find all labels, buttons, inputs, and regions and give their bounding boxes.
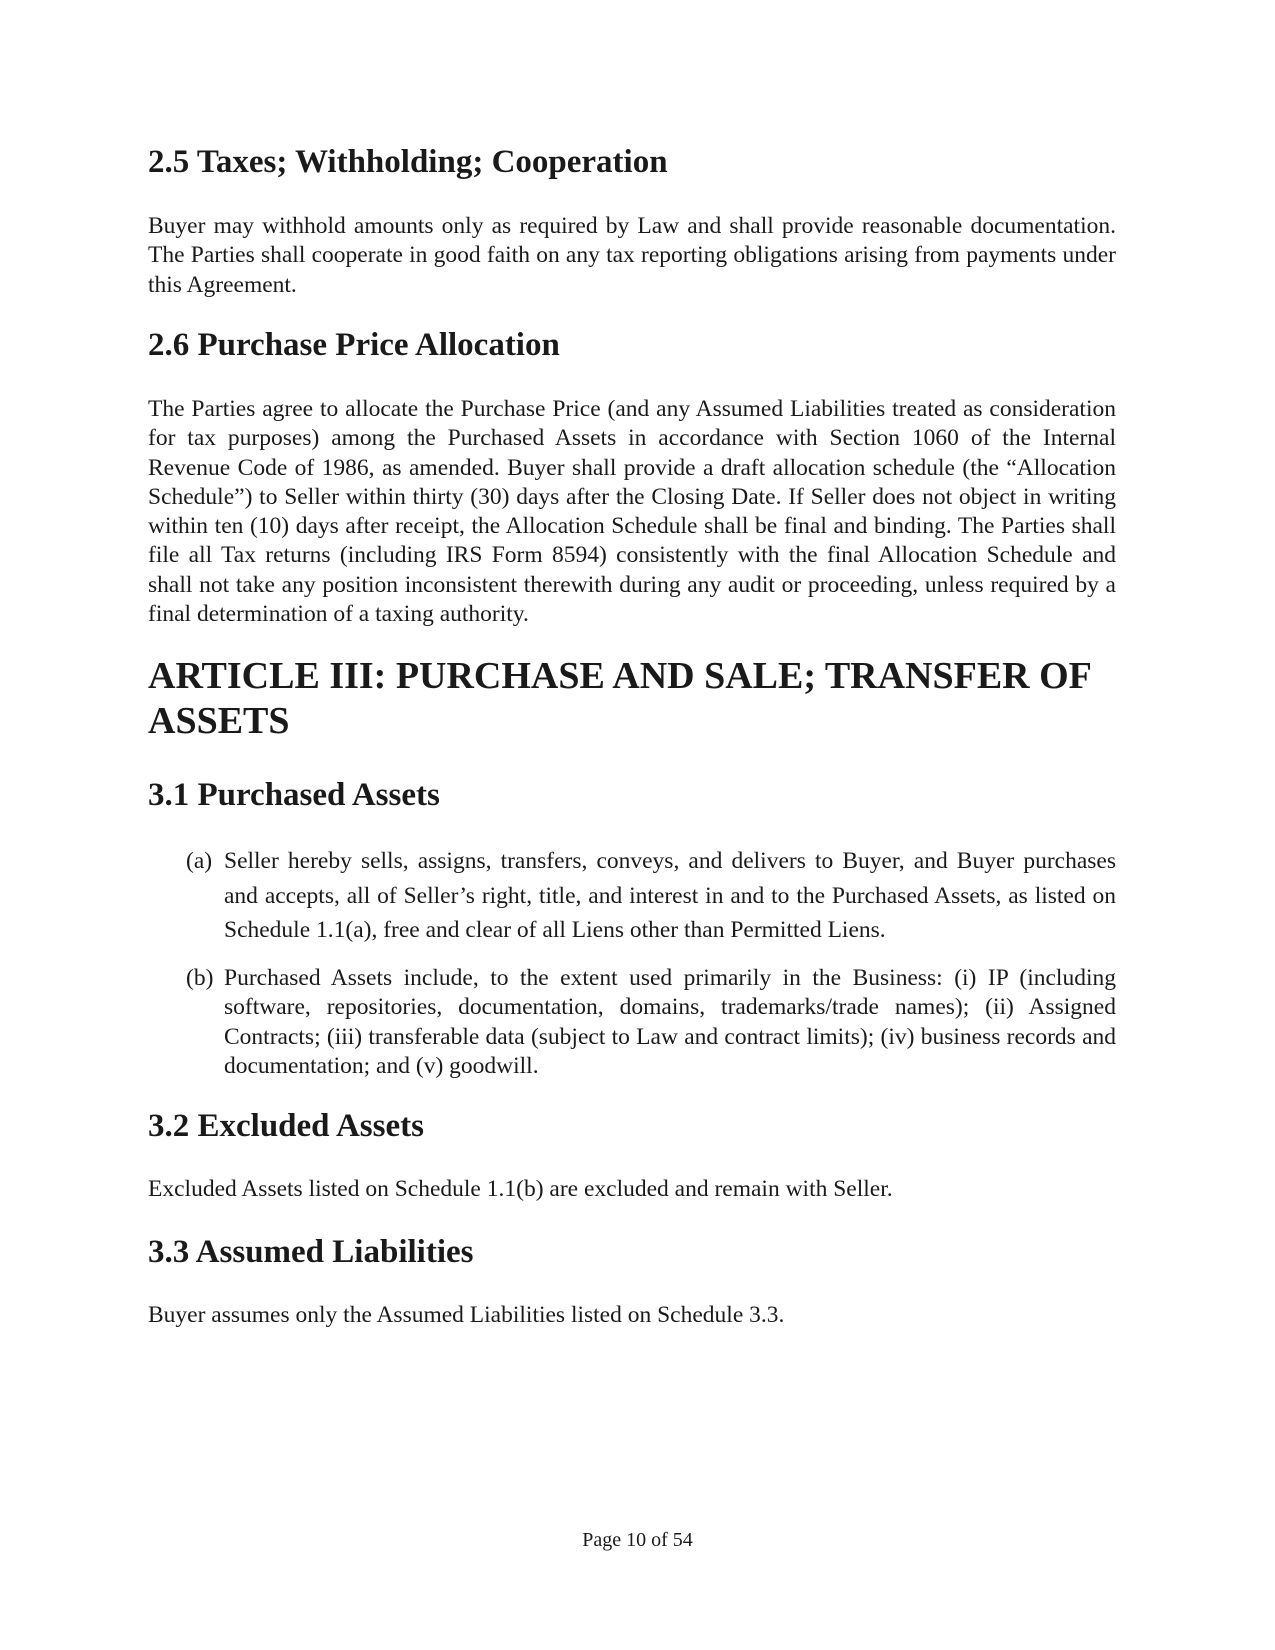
list-marker: (a) xyxy=(186,848,213,874)
section-3-3-body: Buyer assumes only the Assumed Liabilities listed on Schedule 3.3. xyxy=(148,1302,785,1328)
section-3-1-heading: 3.1 Purchased Assets xyxy=(148,777,440,813)
section-2-6-heading: 2.6 Purchase Price Allocation xyxy=(148,327,560,363)
section-3-3-heading: 3.3 Assumed Liabilities xyxy=(148,1234,474,1270)
page-number: Page 10 of 54 xyxy=(582,1529,693,1551)
section-2-5-body: Buyer may withhold amounts only as required by Law and shall provide reasonable documentation. The Parties shall cooperate in good faith on any tax reporting obligations arising from payments under this Agreement. xyxy=(148,213,1116,298)
article-3-heading: ARTICLE III: PURCHASE AND SALE; TRANSFER OF ASSETS xyxy=(148,655,1091,742)
section-3-2-heading: 3.2 Excluded Assets xyxy=(148,1108,424,1144)
list-item xyxy=(186,844,1116,948)
list-item-text: Purchased Assets include, to the extent used primarily in the Business: (i) IP (including software, repositories, documentation, domains, trademarks/trade names); (ii) Assigned Contracts; (iii) transferable data (subject to Law and contract limits); (iv) business records and documentation; and (v) goodwill. xyxy=(224,965,1116,1079)
list-item xyxy=(186,964,1116,1081)
list-item-text: Seller hereby sells, assigns, transfers, conveys, and delivers to Buyer, and Buyer purchases and accepts, all of Seller’s right, title, and interest in and to the Purchased Assets, as listed on Schedule 1.1(a), free and clear of all Liens other than Permitted Liens. xyxy=(224,848,1116,943)
list-marker: (b) xyxy=(186,965,214,991)
section-3-2-body: Excluded Assets listed on Schedule 1.1(b) are excluded and remain with Seller. xyxy=(148,1176,893,1202)
section-2-5-heading: 2.5 Taxes; Withholding; Cooperation xyxy=(148,144,668,180)
section-2-6-body: The Parties agree to allocate the Purchase Price (and any Assumed Liabilities treated as consideration for tax purposes) among the Purchased Assets in accordance with Section 1060 of the Internal Revenue Code of 1986, as amended. Buyer shall provide a draft allocation schedule (the “Allocation Schedule”) to Seller within thirty (30) days after the Closing Date. If Seller does not object in writing within ten (10) days after receipt, the Allocation Schedule shall be final and binding. The Parties shall file all Tax returns (including IRS Form 8594) consistently with the final Allocation Schedule and shall not take any position inconsistent therewith during any audit or proceeding, unless required by a final determination of a taxing authority. xyxy=(148,396,1116,628)
